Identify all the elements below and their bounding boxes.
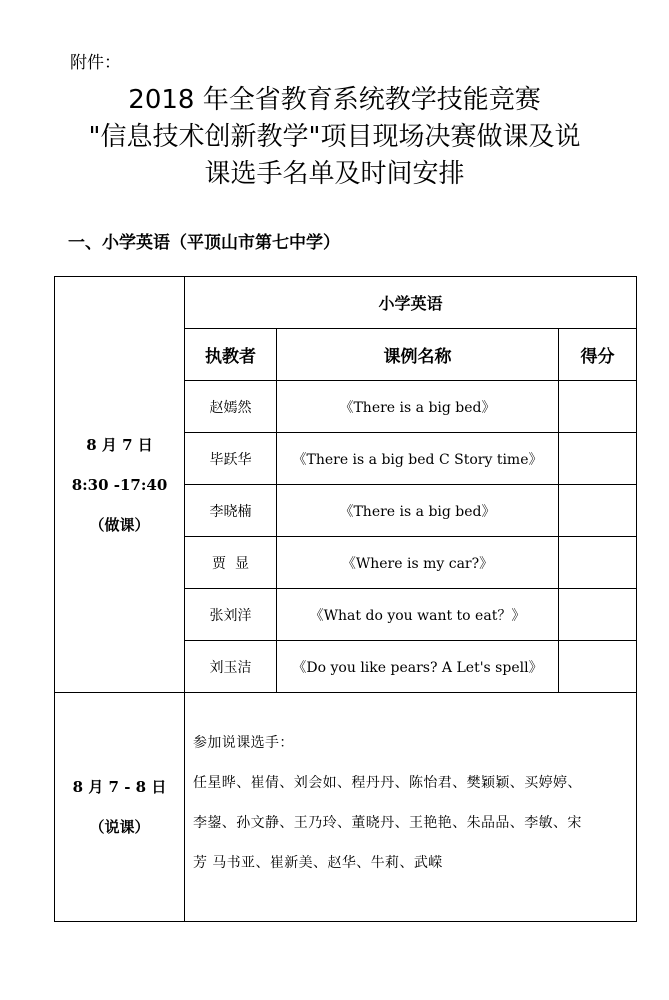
session2-date-cell <box>55 693 185 922</box>
table-row <box>55 693 637 922</box>
speech-names-line-3: 芳 马书亚、崔新美、赵华、牛莉、武嵘 <box>193 855 443 871</box>
teacher-cell: 李晓楠 <box>185 485 277 537</box>
schedule-table <box>54 276 637 922</box>
speech-intro: 参加说课选手： <box>193 735 294 751</box>
teacher-cell: 毕跃华 <box>185 433 277 485</box>
table-row <box>55 277 637 329</box>
speech-names-line-2: 李鋆、孙文静、王乃玲、董晓丹、王艳艳、朱品品、李敏、宋 <box>193 815 582 831</box>
course-title: 小学英语 <box>185 277 637 329</box>
lesson-cell: 《There is a big bed》 <box>277 381 559 433</box>
title-line-2: "信息技术创新教学"项目现场决赛做课及说 <box>88 122 581 152</box>
score-cell <box>559 641 637 693</box>
session1-type: （做课） <box>89 515 150 534</box>
session2-type: （说课） <box>89 818 150 836</box>
attachment-label: 附件： <box>70 53 121 73</box>
teacher-cell: 刘玉洁 <box>185 641 277 693</box>
score-cell <box>559 485 637 537</box>
score-cell <box>559 589 637 641</box>
section-heading: 一、小学英语（平顶山市第七中学） <box>68 233 340 253</box>
header-teacher: 执教者 <box>185 329 277 381</box>
header-lesson: 课例名称 <box>277 329 559 381</box>
speech-names-line-1: 任星晔、崔倩、刘会如、程丹丹、陈怡君、樊颖颖、买婷婷、 <box>193 775 582 791</box>
score-cell <box>559 381 637 433</box>
session2-date: 8 月 7 - 8 日 <box>72 778 167 796</box>
score-cell <box>559 537 637 589</box>
page-title <box>20 82 649 193</box>
title-line-1: 2018 年全省教育系统教学技能竞赛 <box>128 85 541 115</box>
header-score: 得分 <box>559 329 637 381</box>
teacher-cell: 赵嫣然 <box>185 381 277 433</box>
lesson-cell: 《Do you like pears? A Let's spell》 <box>277 641 559 693</box>
lesson-cell: 《There is a big bed》 <box>277 485 559 537</box>
lesson-cell: 《What do you want to eat？》 <box>277 589 559 641</box>
lesson-cell: 《There is a big bed C Story time》 <box>277 433 559 485</box>
session1-time: 8:30 -17:40 <box>71 475 168 494</box>
speech-participants-cell <box>185 693 637 922</box>
session1-date: 8 月 7 日 <box>86 435 153 454</box>
session1-date-cell <box>55 277 185 693</box>
lesson-cell: 《Where is my car?》 <box>277 537 559 589</box>
score-cell <box>559 433 637 485</box>
teacher-cell: 张刘洋 <box>185 589 277 641</box>
title-line-3: 课选手名单及时间安排 <box>204 159 465 189</box>
teacher-cell: 贾 显 <box>185 537 277 589</box>
